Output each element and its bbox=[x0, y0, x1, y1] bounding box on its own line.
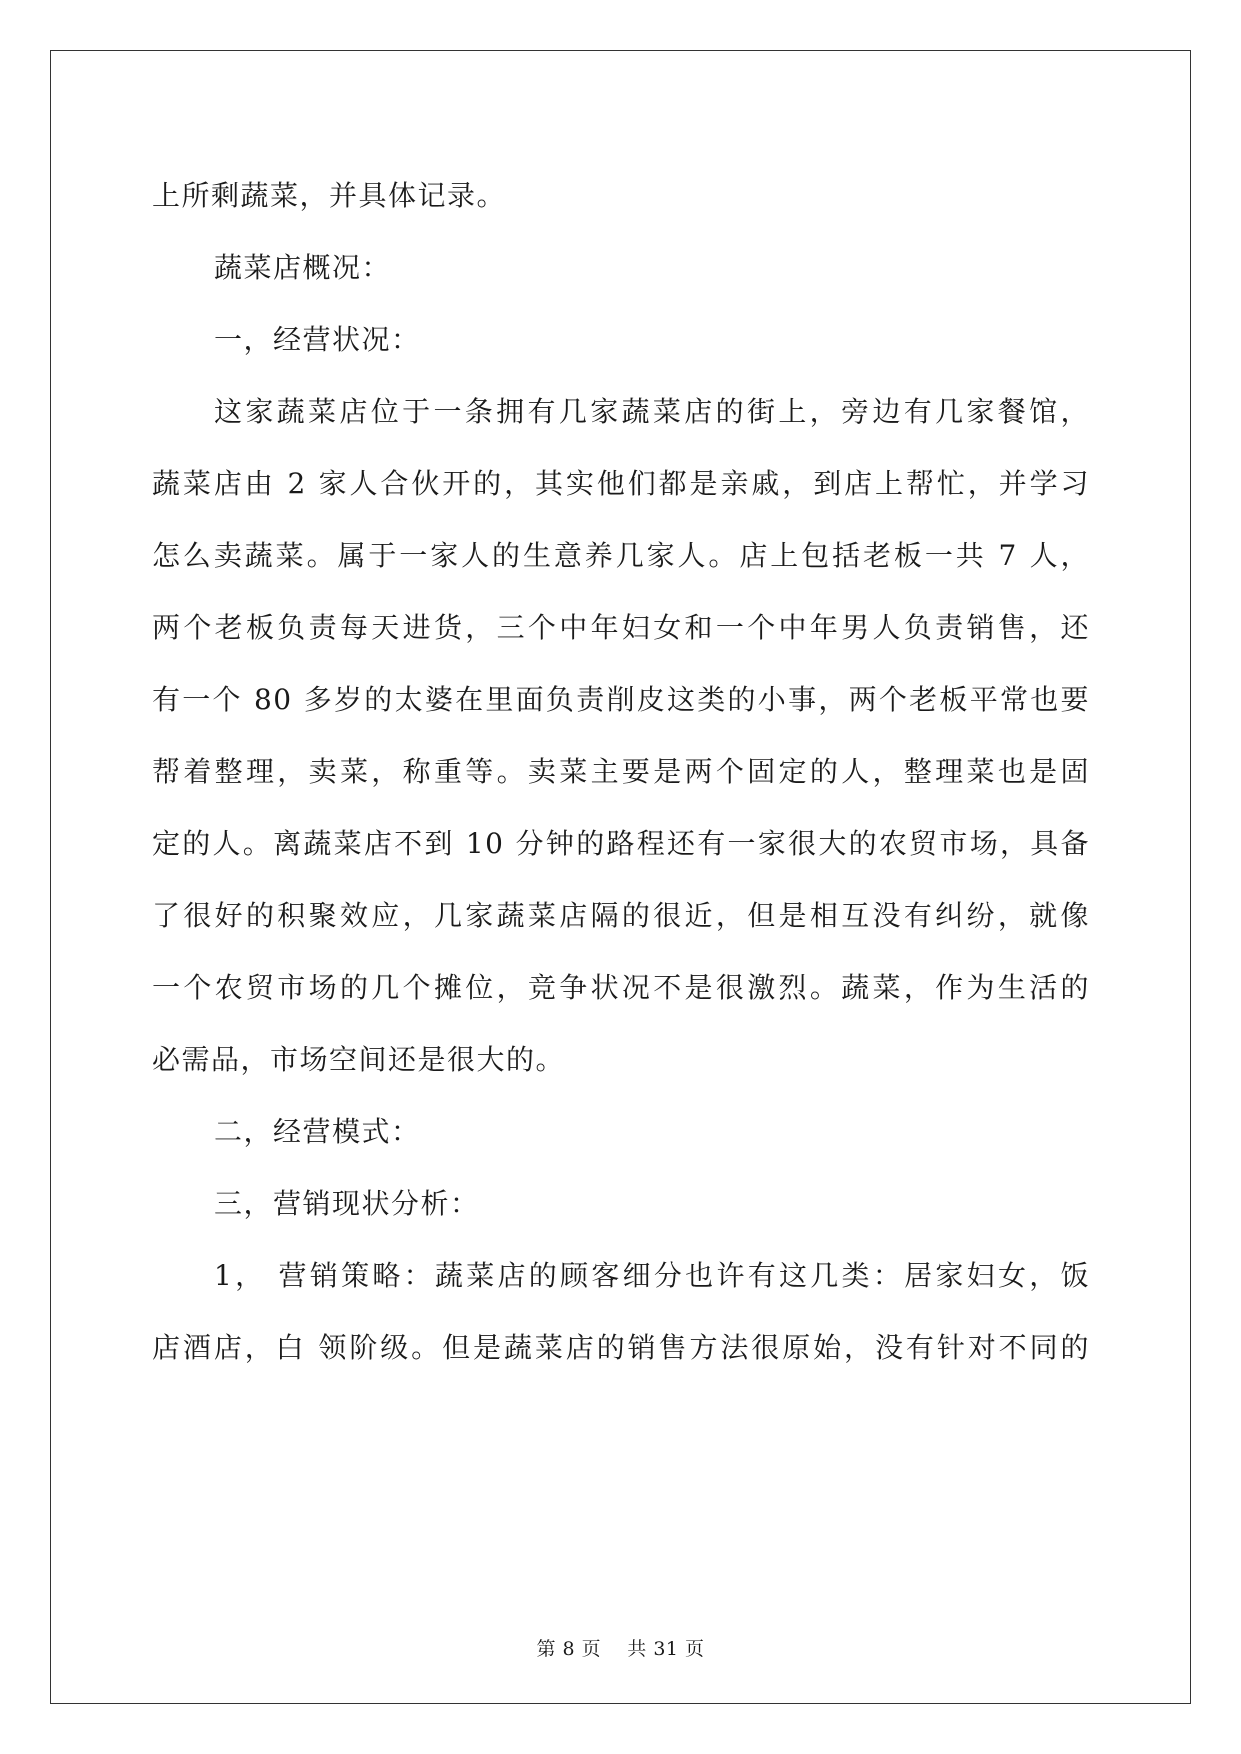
text-line: 蔬菜店概况： bbox=[214, 251, 392, 284]
text-line: 上所剩蔬菜，并具体记录。 bbox=[152, 179, 507, 212]
page-footer bbox=[0, 1634, 1241, 1661]
section-heading-overview bbox=[152, 232, 1090, 304]
page-number-label: 第 8 页 共 31 页 bbox=[536, 1638, 705, 1660]
text-line: 帮着整理，卖菜，称重等。卖菜主要是两个固定的人，整理菜也是固 bbox=[152, 755, 1090, 788]
text-line: 店酒店，白 领阶级。但是蔬菜店的销售方法很原始，没有针对不同的 bbox=[152, 1331, 1090, 1364]
text-line: 二，经营模式： bbox=[214, 1115, 421, 1148]
text-line: 定的人。离蔬菜店不到 10 分钟的路程还有一家很大的农贸市场，具备 bbox=[152, 827, 1090, 860]
section-heading-mode bbox=[152, 1096, 1090, 1168]
text-line: 怎么卖蔬菜。属于一家人的生意养几家人。店上包括老板一共 7 人， bbox=[152, 539, 1090, 572]
text-line: 必需品，市场空间还是很大的。 bbox=[152, 1043, 566, 1076]
document-body bbox=[152, 160, 1090, 1384]
paragraph-continuation bbox=[152, 160, 1090, 232]
text-line: 一个农贸市场的几个摊位，竞争状况不是很激烈。蔬菜，作为生活的 bbox=[152, 971, 1090, 1004]
section-heading-operation bbox=[152, 304, 1090, 376]
text-line: 一，经营状况： bbox=[214, 323, 421, 356]
text-line: 了很好的积聚效应，几家蔬菜店隔的很近，但是相互没有纠纷，就像 bbox=[152, 899, 1090, 932]
paragraph-marketing-strategy bbox=[152, 1240, 1090, 1384]
text-line: 蔬菜店由 2 家人合伙开的，其实他们都是亲戚，到店上帮忙，并学习 bbox=[152, 467, 1090, 500]
paragraph-operation-status bbox=[152, 376, 1090, 1096]
text-line: 三，营销现状分析： bbox=[214, 1187, 480, 1220]
section-heading-marketing bbox=[152, 1168, 1090, 1240]
text-line: 这家蔬菜店位于一条拥有几家蔬菜店的街上，旁边有几家餐馆， bbox=[214, 395, 1090, 428]
text-line: 1， 营销策略：蔬菜店的顾客细分也许有这几类：居家妇女，饭 bbox=[214, 1259, 1090, 1292]
text-line: 两个老板负责每天进货，三个中年妇女和一个中年男人负责销售，还 bbox=[152, 611, 1090, 644]
text-line: 有一个 80 多岁的太婆在里面负责削皮这类的小事，两个老板平常也要 bbox=[152, 683, 1090, 716]
